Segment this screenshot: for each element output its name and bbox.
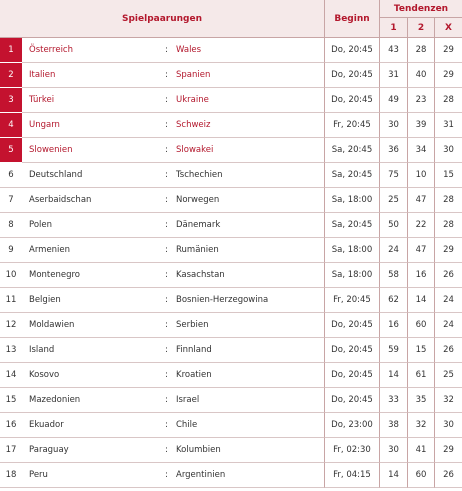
match-number: 2 (0, 63, 22, 88)
tendency-2-value: 23 (408, 88, 435, 113)
away-team: Chile (172, 413, 325, 438)
tendency-x-value: 15 (435, 163, 462, 188)
score-separator: : (162, 338, 172, 363)
home-team: Peru (22, 463, 162, 488)
tendency-2-value: 15 (408, 338, 435, 363)
tendency-x-value: 28 (435, 188, 462, 213)
away-team: Rumänien (172, 238, 325, 263)
tendency-2-value: 35 (408, 388, 435, 413)
score-separator: : (162, 313, 172, 338)
match-number: 4 (0, 113, 22, 138)
match-number: 13 (0, 338, 22, 363)
away-team: Slowakei (172, 138, 325, 163)
tendency-x-value: 30 (435, 138, 462, 163)
table-row (0, 113, 462, 138)
table-row (0, 463, 462, 488)
table-header (0, 0, 462, 38)
kickoff-time: Do, 20:45 (325, 363, 380, 388)
score-separator: : (162, 363, 172, 388)
kickoff-time: Fr, 20:45 (325, 113, 380, 138)
kickoff-time: Sa, 20:45 (325, 138, 380, 163)
tendency-x-value: 31 (435, 113, 462, 138)
tendency-2-header: 2 (408, 18, 435, 38)
kickoff-time: Fr, 20:45 (325, 288, 380, 313)
score-separator: : (162, 38, 172, 63)
match-number: 15 (0, 388, 22, 413)
kickoff-time: Sa, 18:00 (325, 238, 380, 263)
home-team: Moldawien (22, 313, 162, 338)
tendency-x-value: 24 (435, 288, 462, 313)
table-row (0, 38, 462, 63)
tendency-x-value: 24 (435, 313, 462, 338)
match-number: 6 (0, 163, 22, 188)
away-team: Schweiz (172, 113, 325, 138)
tendency-x-value: 29 (435, 38, 462, 63)
table-row (0, 338, 462, 363)
tendency-2-value: 60 (408, 463, 435, 488)
tendency-x-value: 29 (435, 438, 462, 463)
table-row (0, 438, 462, 463)
score-separator: : (162, 413, 172, 438)
tendency-2-value: 47 (408, 188, 435, 213)
tendency-x-value: 28 (435, 88, 462, 113)
tendency-x-value: 30 (435, 413, 462, 438)
home-team: Österreich (22, 38, 162, 63)
home-team: Kosovo (22, 363, 162, 388)
tendency-1-value: 43 (380, 38, 408, 63)
table-row (0, 413, 462, 438)
tendency-1-value: 14 (380, 463, 408, 488)
kickoff-time: Fr, 04:15 (325, 463, 380, 488)
kickoff-time: Do, 20:45 (325, 313, 380, 338)
table-row (0, 313, 462, 338)
match-number: 14 (0, 363, 22, 388)
tendency-2-value: 47 (408, 238, 435, 263)
home-team: Polen (22, 213, 162, 238)
tendency-x-value: 29 (435, 238, 462, 263)
tendency-1-value: 16 (380, 313, 408, 338)
score-separator: : (162, 113, 172, 138)
home-team: Aserbaidschan (22, 188, 162, 213)
away-team: Kolumbien (172, 438, 325, 463)
kickoff-time: Do, 20:45 (325, 63, 380, 88)
home-team: Deutschland (22, 163, 162, 188)
tendency-1-value: 33 (380, 388, 408, 413)
match-number: 3 (0, 88, 22, 113)
kickoff-time: Do, 20:45 (325, 388, 380, 413)
score-separator: : (162, 263, 172, 288)
tendency-1-value: 36 (380, 138, 408, 163)
home-team: Paraguay (22, 438, 162, 463)
tendency-2-value: 16 (408, 263, 435, 288)
home-team: Italien (22, 63, 162, 88)
tendency-x-value: 28 (435, 213, 462, 238)
tendency-1-value: 75 (380, 163, 408, 188)
table-row (0, 88, 462, 113)
tendency-2-value: 61 (408, 363, 435, 388)
table-row (0, 213, 462, 238)
tendency-1-value: 30 (380, 113, 408, 138)
table-body (0, 38, 462, 488)
match-number: 10 (0, 263, 22, 288)
match-number: 8 (0, 213, 22, 238)
kickoff-time: Sa, 20:45 (325, 213, 380, 238)
tendency-2-value: 28 (408, 38, 435, 63)
tendency-1-value: 58 (380, 263, 408, 288)
tendency-1-value: 14 (380, 363, 408, 388)
tendency-x-value: 26 (435, 463, 462, 488)
table-row (0, 363, 462, 388)
match-number: 16 (0, 413, 22, 438)
tendency-1-header: 1 (380, 18, 408, 38)
tendency-1-value: 25 (380, 188, 408, 213)
away-team: Tschechien (172, 163, 325, 188)
tendency-1-value: 24 (380, 238, 408, 263)
kickoff-time: Sa, 18:00 (325, 188, 380, 213)
table-row (0, 63, 462, 88)
tendency-x-header: X (435, 18, 462, 38)
away-team: Kroatien (172, 363, 325, 388)
tendency-1-value: 31 (380, 63, 408, 88)
away-team: Bosnien-Herzegowina (172, 288, 325, 313)
score-separator: : (162, 88, 172, 113)
score-separator: : (162, 188, 172, 213)
away-team: Ukraine (172, 88, 325, 113)
tendency-1-value: 50 (380, 213, 408, 238)
score-separator: : (162, 213, 172, 238)
tendency-1-value: 38 (380, 413, 408, 438)
kickoff-time: Fr, 02:30 (325, 438, 380, 463)
match-number: 17 (0, 438, 22, 463)
score-separator: : (162, 438, 172, 463)
away-team: Spanien (172, 63, 325, 88)
tendency-2-value: 32 (408, 413, 435, 438)
table-row (0, 388, 462, 413)
kickoff-time: Do, 23:00 (325, 413, 380, 438)
match-number: 18 (0, 463, 22, 488)
home-team: Armenien (22, 238, 162, 263)
tendency-2-value: 60 (408, 313, 435, 338)
score-separator: : (162, 288, 172, 313)
tendency-1-value: 62 (380, 288, 408, 313)
tendency-x-value: 26 (435, 338, 462, 363)
tendency-x-value: 26 (435, 263, 462, 288)
matches-column-header: Spielpaarungen (0, 0, 325, 38)
match-number: 5 (0, 138, 22, 163)
tendency-2-value: 34 (408, 138, 435, 163)
tendency-x-value: 25 (435, 363, 462, 388)
home-team: Türkei (22, 88, 162, 113)
score-separator: : (162, 63, 172, 88)
home-team: Ungarn (22, 113, 162, 138)
score-separator: : (162, 238, 172, 263)
tendency-1-value: 30 (380, 438, 408, 463)
away-team: Wales (172, 38, 325, 63)
away-team: Dänemark (172, 213, 325, 238)
kickoff-time: Do, 20:45 (325, 38, 380, 63)
table-row (0, 238, 462, 263)
tendency-2-value: 39 (408, 113, 435, 138)
tendency-1-value: 59 (380, 338, 408, 363)
kickoff-time: Sa, 18:00 (325, 263, 380, 288)
score-separator: : (162, 388, 172, 413)
tendency-2-value: 22 (408, 213, 435, 238)
kickoff-time: Sa, 20:45 (325, 163, 380, 188)
tendency-2-value: 41 (408, 438, 435, 463)
home-team: Montenegro (22, 263, 162, 288)
home-team: Slowenien (22, 138, 162, 163)
tendency-2-value: 40 (408, 63, 435, 88)
away-team: Serbien (172, 313, 325, 338)
match-number: 7 (0, 188, 22, 213)
table-row (0, 188, 462, 213)
match-number: 9 (0, 238, 22, 263)
kickoff-time: Do, 20:45 (325, 338, 380, 363)
score-separator: : (162, 138, 172, 163)
home-team: Mazedonien (22, 388, 162, 413)
kickoff-time: Do, 20:45 (325, 88, 380, 113)
table-row (0, 138, 462, 163)
tendency-2-value: 14 (408, 288, 435, 313)
away-team: Kasachstan (172, 263, 325, 288)
match-number: 12 (0, 313, 22, 338)
home-team: Ekuador (22, 413, 162, 438)
score-separator: : (162, 463, 172, 488)
tendency-x-value: 32 (435, 388, 462, 413)
home-team: Belgien (22, 288, 162, 313)
table-row (0, 263, 462, 288)
tendency-x-value: 29 (435, 63, 462, 88)
home-team: Island (22, 338, 162, 363)
match-number: 1 (0, 38, 22, 63)
away-team: Israel (172, 388, 325, 413)
tendency-1-value: 49 (380, 88, 408, 113)
start-column-header: Beginn (325, 0, 380, 38)
match-number: 11 (0, 288, 22, 313)
away-team: Norwegen (172, 188, 325, 213)
tendency-2-value: 10 (408, 163, 435, 188)
away-team: Argentinien (172, 463, 325, 488)
table-row (0, 163, 462, 188)
score-separator: : (162, 163, 172, 188)
table-row (0, 288, 462, 313)
away-team: Finnland (172, 338, 325, 363)
tendencies-column-header: Tendenzen (380, 0, 462, 18)
